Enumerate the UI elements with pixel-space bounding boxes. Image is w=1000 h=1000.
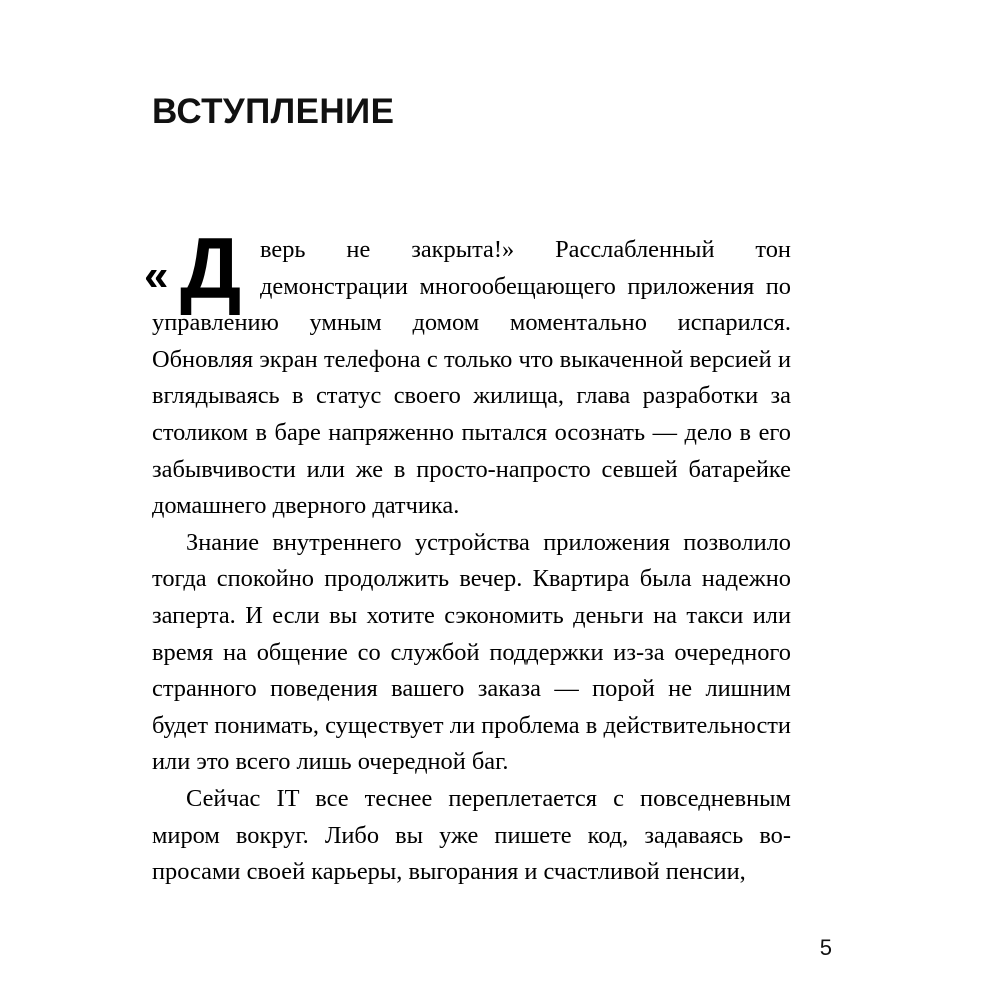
dropcap-letter: Д [180,221,241,317]
paragraph-3 [152,781,791,891]
dropcap-group [144,221,260,317]
opening-guillemet-icon: « [144,251,169,300]
paragraph-2-text: Знание внутреннего устройства приложения позволило тогда спокойно продолжить вечер. Квартира была надежно заперта. И если вы хотите сэкономить деньги на такси или время на общение со службой поддержки из-за очередного странного поведения вашего заказа — порой не лишним будет понимать, существует ли проблема в действительности или это всего лишь очередной баг. [152,528,791,776]
page-number: 5 [819,935,832,960]
paragraph-1-text: верь не закрыта!» Расслабленный тон демонстрации многообещающего приложения по управлению умным домом моментально испарился. Обновляя экран телефона с только что выкаченной версией и вглядываясь в статус своего жилища, глава разработки за столиком в баре напряженно пытался осознать — дело в его забывчивости или же в просто-напросто севшей батарейке домашнего дверного датчика. [152,236,791,520]
paragraph-3-text: Сейчас IT все теснее переплетается с повседневным миром вокруг. Либо вы уже пишете код, задаваясь вопросами своей карьеры, выгорания и счастливой пенсии, [152,784,791,886]
body-text [144,221,791,891]
paragraph-1 [144,221,791,525]
page-title: ВСТУПЛЕНИЕ [152,92,395,132]
paragraph-2 [152,525,791,781]
